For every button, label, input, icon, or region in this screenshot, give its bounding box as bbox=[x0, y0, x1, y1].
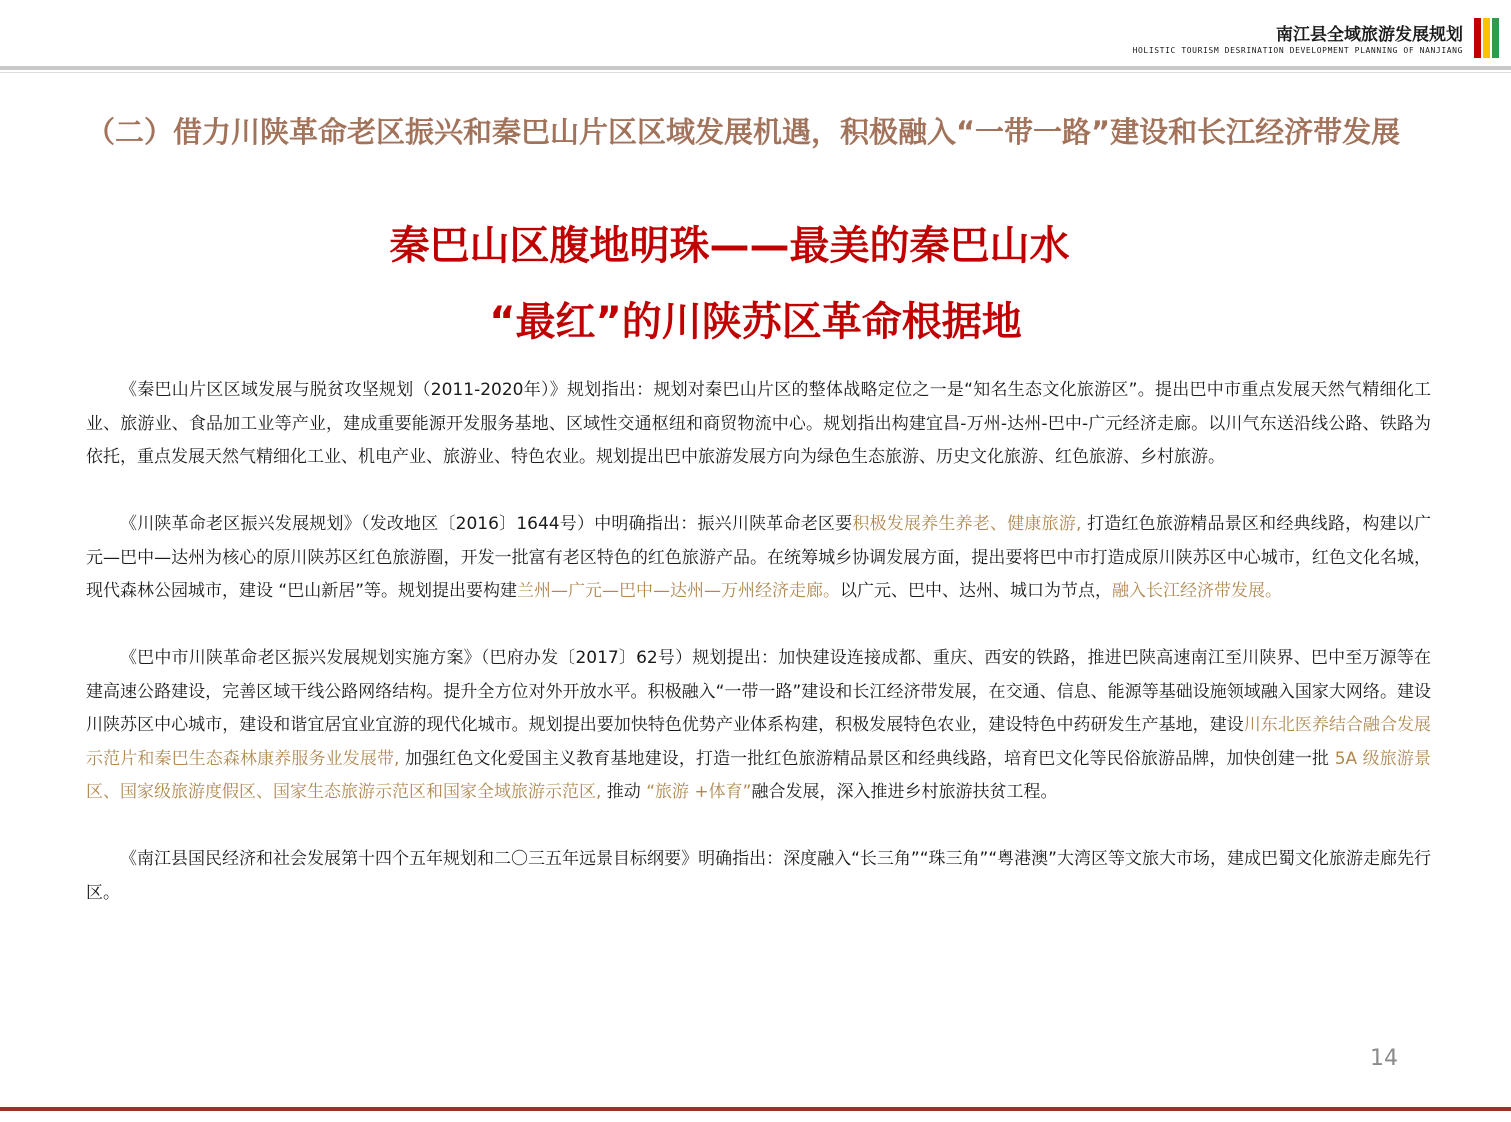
header-title: 南江县全域旅游发展规划 bbox=[1276, 25, 1463, 45]
footer-divider bbox=[0, 1107, 1511, 1111]
paragraph-4 bbox=[86, 843, 1431, 910]
header-divider-thin bbox=[0, 72, 1511, 73]
paragraph-text: 以广元、巴中、达州、城口为节点， bbox=[840, 581, 1113, 601]
main-title-line-2: “最红”的川陕苏区革命根据地 bbox=[489, 299, 1022, 345]
highlight-text: 兰州—广元—巴中—达州—万州经济走廊。 bbox=[517, 581, 841, 601]
paragraph-text: 加强红色文化爱国主义教育基地建设，打造一批红色旅游精品景区和经典线路，培育巴文化等民俗旅游品牌，加快创建一批 bbox=[399, 748, 1335, 769]
highlight-text: 积极发展养生养老、健康旅游, bbox=[852, 514, 1082, 534]
header-bar-green bbox=[1492, 18, 1499, 58]
highlight-text: “旅游 +体育” bbox=[646, 782, 752, 802]
paragraph-1 bbox=[86, 374, 1431, 475]
header-bar-red bbox=[1474, 18, 1481, 58]
paragraph-text: 推动 bbox=[601, 782, 647, 802]
header-color-bars-icon bbox=[1474, 18, 1500, 58]
highlight-text: 川东北医养结合融合发展示范片和秦巴生态森林康养服务业发展带, bbox=[86, 715, 1432, 769]
paragraph-text: 融合发展，深入推进乡村旅游扶贫工程。 bbox=[751, 782, 1058, 802]
paragraph-text: 《秦巴山片区区域发展与脱贫攻坚规划（2011-2020年）》规划指出：规划对秦巴山片区的整体战略定位之一是“知名生态文化旅游区”。提出巴中市重点发展天然气精细化工业、旅游业、食品加工业等产业，建成重要能源开发服务基地、区域性交通枢纽和商贸物流中心。规划指出构建宜昌-万州-达州-巴中-广元经济走廊。以川气东送沿线公路、铁路为依托，重点发展天然气精细化工业、机电产业、旅游业、特色农业。规划提出巴中旅游发展方向为绿色生态旅游、历史文化旅游、红色旅游、乡村旅游。 bbox=[86, 380, 1431, 467]
body-text bbox=[86, 374, 1431, 910]
paragraph-3 bbox=[86, 642, 1431, 810]
main-title-line-1: 秦巴山区腹地明珠——最美的秦巴山水 bbox=[389, 223, 1070, 269]
header-subtitle: HOLISTIC TOURISM DESRINATION DEVELOPMENT PLANNING OF NANJIANG bbox=[1132, 46, 1463, 55]
page-number: 14 bbox=[1370, 1046, 1398, 1071]
header-bar-yellow bbox=[1483, 18, 1490, 58]
paragraph-text: 《巴中市川陕革命老区振兴发展规划实施方案》（巴府办发〔2017〕62号）规划提出：加快建设连接成都、重庆、西安的铁路，推进巴陕高速南江至川陕界、巴中至万源等在建高速公路建设，完善区域干线公路网络结构。提升全方位对外开放水平。积极融入“一带一路”建设和长江经济带发展，在交通、信息、能源等基础设施领域融入国家大网络。建设川陕苏区中心城市，建设和谐宜居宜业宜游的现代化城市。规划提出要加快特色优势产业体系构建，积极发展特色农业，建设特色中药研发生产基地，建设 bbox=[86, 648, 1431, 735]
section-heading: （二）借力川陕革命老区振兴和秦巴山片区区域发展机遇，积极融入“一带一路”建设和长江经济带发展 bbox=[86, 115, 1401, 149]
paragraph-2 bbox=[86, 508, 1431, 609]
highlight-text: 融入长江经济带发展。 bbox=[1112, 581, 1283, 601]
paragraph-text: 《南江县国民经济和社会发展第十四个五年规划和二〇三五年远景目标纲要》明确指出：深度融入“长三角”“珠三角”“粤港澳”大湾区等文旅大市场，建成巴蜀文化旅游走廊先行区。 bbox=[86, 849, 1431, 903]
header-divider bbox=[0, 66, 1511, 70]
paragraph-text: 《川陕革命老区振兴发展规划》（发改地区〔2016〕1644号）中明确指出：振兴川陕革命老区要 bbox=[120, 514, 853, 534]
paragraph-text: 打造红色旅游精品景区和经典线路，构建以广元—巴中—达州为核心的原川陕苏区红色旅游圈，开发一批富有老区特色的红色旅游产品。在统筹城乡协调发展方面，提出要将巴中市打造成原川陕苏区中心城市，红色文化名城，现代森林公园城市，建设 “巴山新居”等。规划提出要构建 bbox=[86, 514, 1432, 601]
highlight-text: 5A 级旅游景区、国家级旅游度假区、国家生态旅游示范区和国家全域旅游示范区, bbox=[86, 748, 1431, 802]
